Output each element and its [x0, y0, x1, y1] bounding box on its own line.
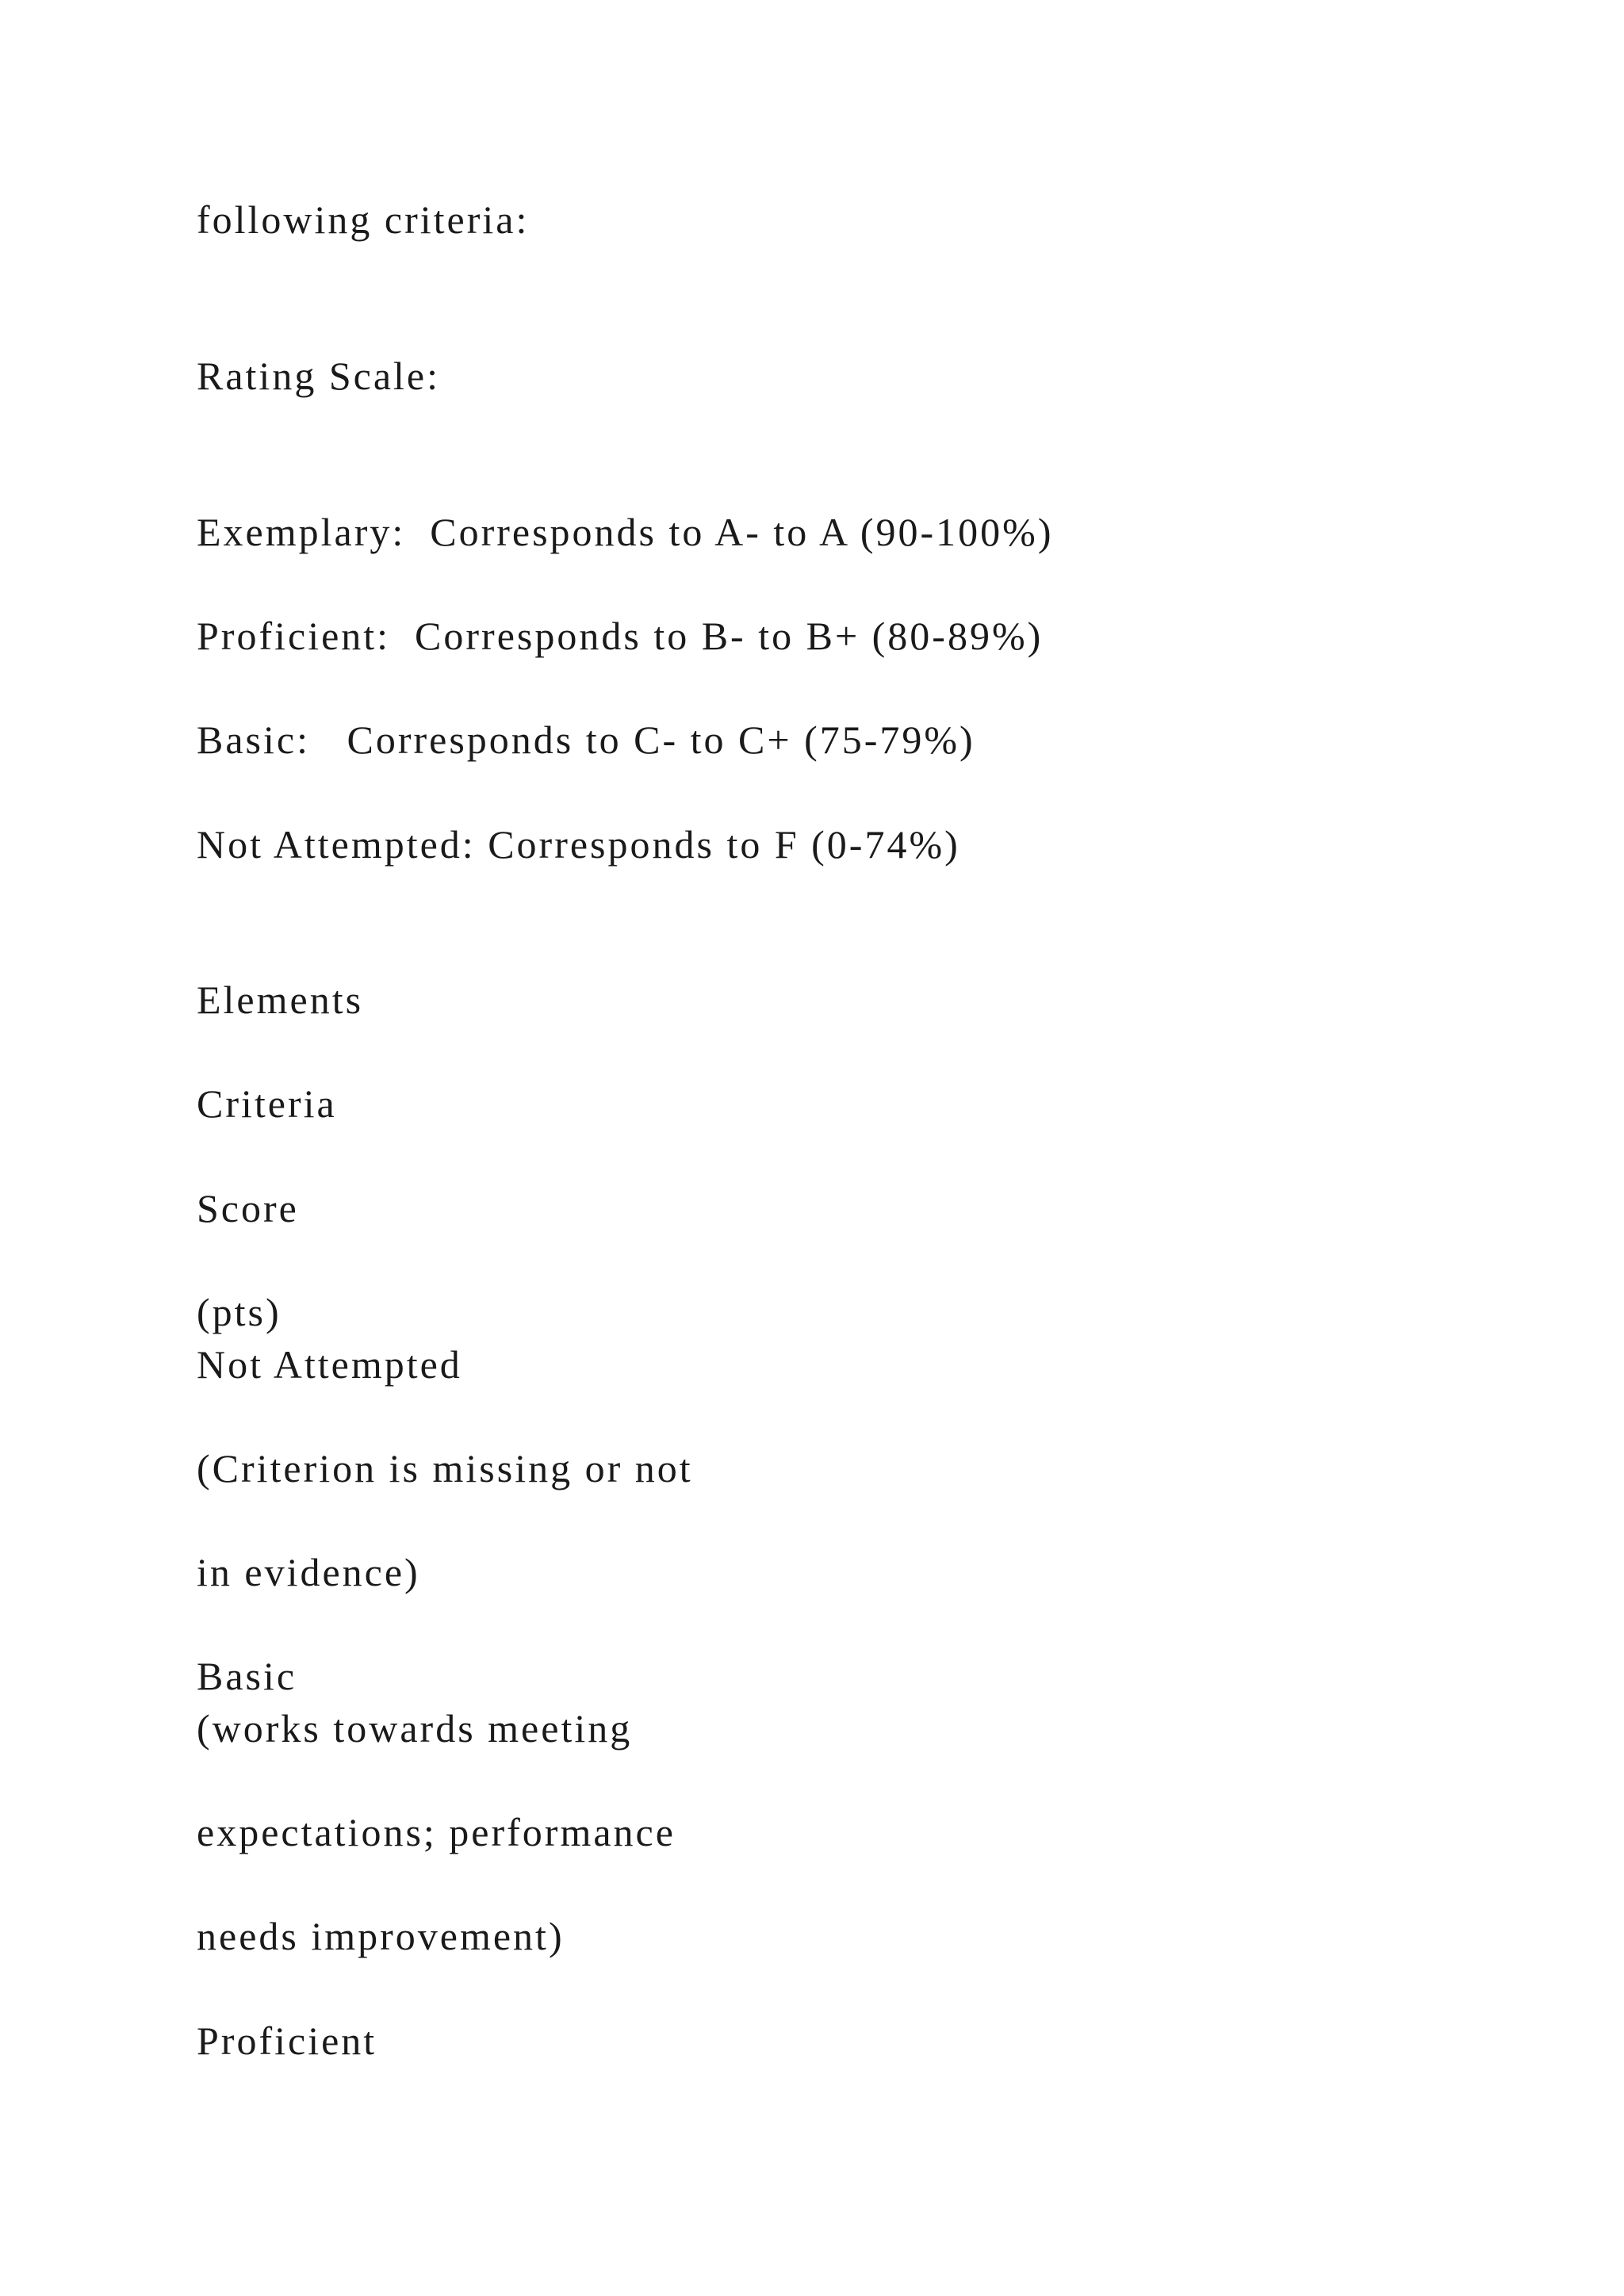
rating-not-attempted: Not Attempted: Corresponds to F (0-74%) — [197, 822, 960, 867]
level-description-line: expectations; performance — [197, 1810, 676, 1854]
level-description-line: (Criterion is missing or not — [197, 1446, 693, 1490]
level-heading-basic: Basic — [197, 1654, 297, 1698]
rating-exemplary: Exemplary: Corresponds to A- to A (90-100%) — [197, 510, 1054, 554]
level-heading-not-attempted: Not Attempted — [197, 1342, 462, 1387]
column-heading-score-unit: (pts) — [197, 1290, 282, 1334]
rating-proficient: Proficient: Corresponds to B- to B+ (80-89%) — [197, 614, 1044, 658]
level-description-line: needs improvement) — [197, 1914, 565, 1958]
column-heading-criteria: Criteria — [197, 1081, 337, 1126]
level-description-line: in evidence) — [197, 1550, 420, 1594]
section-heading-rating-scale: Rating Scale: — [197, 354, 440, 398]
column-heading-score: Score — [197, 1186, 299, 1230]
level-heading-proficient: Proficient — [197, 2019, 377, 2063]
level-description-line: (works towards meeting — [197, 1706, 633, 1751]
column-heading-elements: Elements — [197, 978, 364, 1022]
text-line: following criteria: — [197, 197, 530, 242]
rating-basic: Basic: Corresponds to C- to C+ (75-79%) — [197, 718, 975, 762]
